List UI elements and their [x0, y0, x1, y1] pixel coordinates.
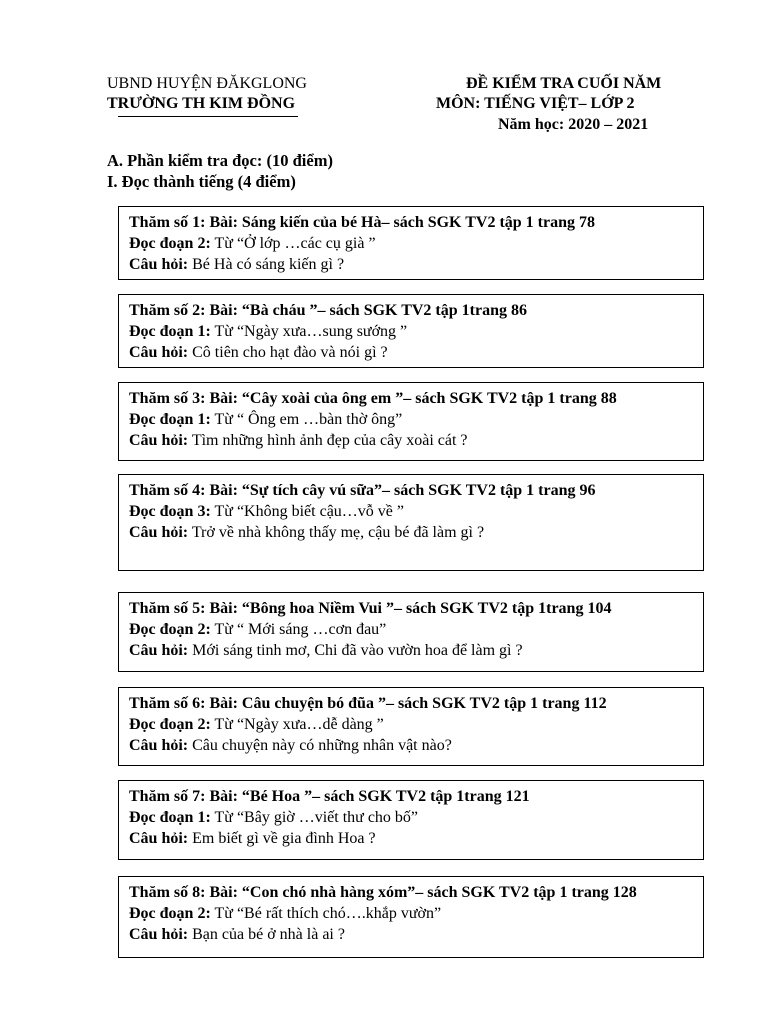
ticket-passage [129, 903, 703, 924]
ticket-title: Thăm số 8: Bài: “Con chó nhà hàng xóm”– sách SGK TV2 tập 1 trang 128 [129, 884, 637, 901]
question-label: Câu hỏi: [129, 926, 189, 943]
question-text: Bạn của bé ở nhà là ai ? [188, 926, 345, 943]
passage-text: Từ “Ngày xưa…sung sướng ” [210, 323, 408, 340]
question-label: Câu hỏi: [129, 737, 189, 754]
ticket-question [129, 430, 703, 451]
ticket-question [129, 254, 703, 275]
exam-title: ĐỀ KIỂM TRA CUỐI NĂM [466, 75, 662, 92]
exam-subject: MÔN: TIẾNG VIỆT– LỚP 2 [436, 95, 635, 112]
question-text: Em biết gì về gia đình Hoa ? [188, 830, 376, 847]
ticket-question [129, 522, 703, 543]
ticket-title: Thăm số 4: Bài: “Sự tích cây vú sữa”– sách SGK TV2 tập 1 trang 96 [129, 482, 596, 499]
exam-header [436, 74, 696, 136]
ticket-question [129, 640, 703, 661]
school-header [107, 74, 307, 114]
ticket-passage [129, 321, 703, 342]
passage-text: Từ “Bé rất thích chó….khắp vườn” [210, 905, 442, 922]
ticket-title: Thăm số 2: Bài: “Bà cháu ”– sách SGK TV2 tập 1trang 86 [129, 302, 527, 319]
reading-ticket-3 [118, 382, 704, 461]
passage-label: Đọc đoạn 3: [129, 503, 211, 520]
ticket-question [129, 828, 703, 849]
reading-ticket-2 [118, 294, 704, 368]
question-text: Tìm những hình ảnh đẹp của cây xoài cát ? [188, 432, 468, 449]
passage-text: Từ “ Ông em …bàn thờ ông” [210, 411, 403, 428]
question-text: Câu chuyện này có những nhân vật nào? [188, 737, 452, 754]
question-label: Câu hỏi: [129, 830, 189, 847]
ticket-title: Thăm số 6: Bài: Câu chuyện bó đũa ”– sách SGK TV2 tập 1 trang 112 [129, 695, 607, 712]
question-text: Trở về nhà không thấy mẹ, cậu bé đã làm gì ? [188, 524, 485, 541]
reading-ticket-8 [118, 876, 704, 958]
passage-label: Đọc đoạn 1: [129, 411, 211, 428]
question-label: Câu hỏi: [129, 524, 189, 541]
reading-ticket-6 [118, 687, 704, 766]
section-part-i: I. Đọc thành tiếng (4 điểm) [107, 172, 296, 191]
passage-text: Từ “ Mới sáng …cơn đau” [210, 621, 387, 638]
ticket-title: Thăm số 5: Bài: “Bông hoa Niềm Vui ”– sách SGK TV2 tập 1trang 104 [129, 600, 612, 617]
passage-text: Từ “Ngày xưa…dễ dàng ” [210, 716, 384, 733]
ticket-title: Thăm số 1: Bài: Sáng kiến của bé Hà– sách SGK TV2 tập 1 trang 78 [129, 214, 595, 231]
question-text: Mới sáng tinh mơ, Chi đã vào vườn hoa để làm gì ? [188, 642, 523, 659]
ticket-question [129, 735, 703, 756]
ticket-passage [129, 501, 703, 522]
ticket-title: Thăm số 7: Bài: “Bé Hoa ”– sách SGK TV2 tập 1trang 121 [129, 788, 530, 805]
ticket-title: Thăm số 3: Bài: “Cây xoài của ông em ”– sách SGK TV2 tập 1 trang 88 [129, 390, 617, 407]
reading-ticket-7 [118, 780, 704, 860]
passage-label: Đọc đoạn 2: [129, 621, 211, 638]
passage-text: Từ “Ở lớp …các cụ già ” [210, 235, 376, 252]
school-name: TRƯỜNG TH KIM ĐỒNG [107, 95, 296, 112]
passage-label: Đọc đoạn 1: [129, 323, 211, 340]
question-text: Cô tiên cho hạt đào và nói gì ? [188, 344, 388, 361]
ticket-question [129, 342, 703, 363]
passage-label: Đọc đoạn 1: [129, 809, 211, 826]
passage-text: Từ “Bây giờ …viết thư cho bố” [210, 809, 419, 826]
passage-label: Đọc đoạn 2: [129, 905, 211, 922]
reading-ticket-1 [118, 206, 704, 280]
ticket-passage [129, 619, 703, 640]
question-label: Câu hỏi: [129, 344, 189, 361]
reading-ticket-4 [118, 474, 704, 571]
passage-text: Từ “Không biết cậu…vỗ về ” [210, 503, 404, 520]
ticket-passage [129, 807, 703, 828]
question-label: Câu hỏi: [129, 432, 189, 449]
passage-label: Đọc đoạn 2: [129, 235, 211, 252]
ticket-passage [129, 409, 703, 430]
school-year: Năm học: 2020 – 2021 [498, 116, 649, 133]
ticket-question [129, 924, 703, 945]
ticket-passage [129, 233, 703, 254]
question-label: Câu hỏi: [129, 642, 189, 659]
section-part-a: A. Phần kiểm tra đọc: (10 điểm) [107, 151, 333, 170]
reading-ticket-5 [118, 592, 704, 672]
question-label: Câu hỏi: [129, 256, 189, 273]
district-name: UBND HUYỆN ĐĂKGLONG [107, 75, 307, 92]
passage-label: Đọc đoạn 2: [129, 716, 211, 733]
ticket-passage [129, 714, 703, 735]
school-underline [118, 116, 298, 117]
question-text: Bé Hà có sáng kiến gì ? [188, 256, 345, 273]
